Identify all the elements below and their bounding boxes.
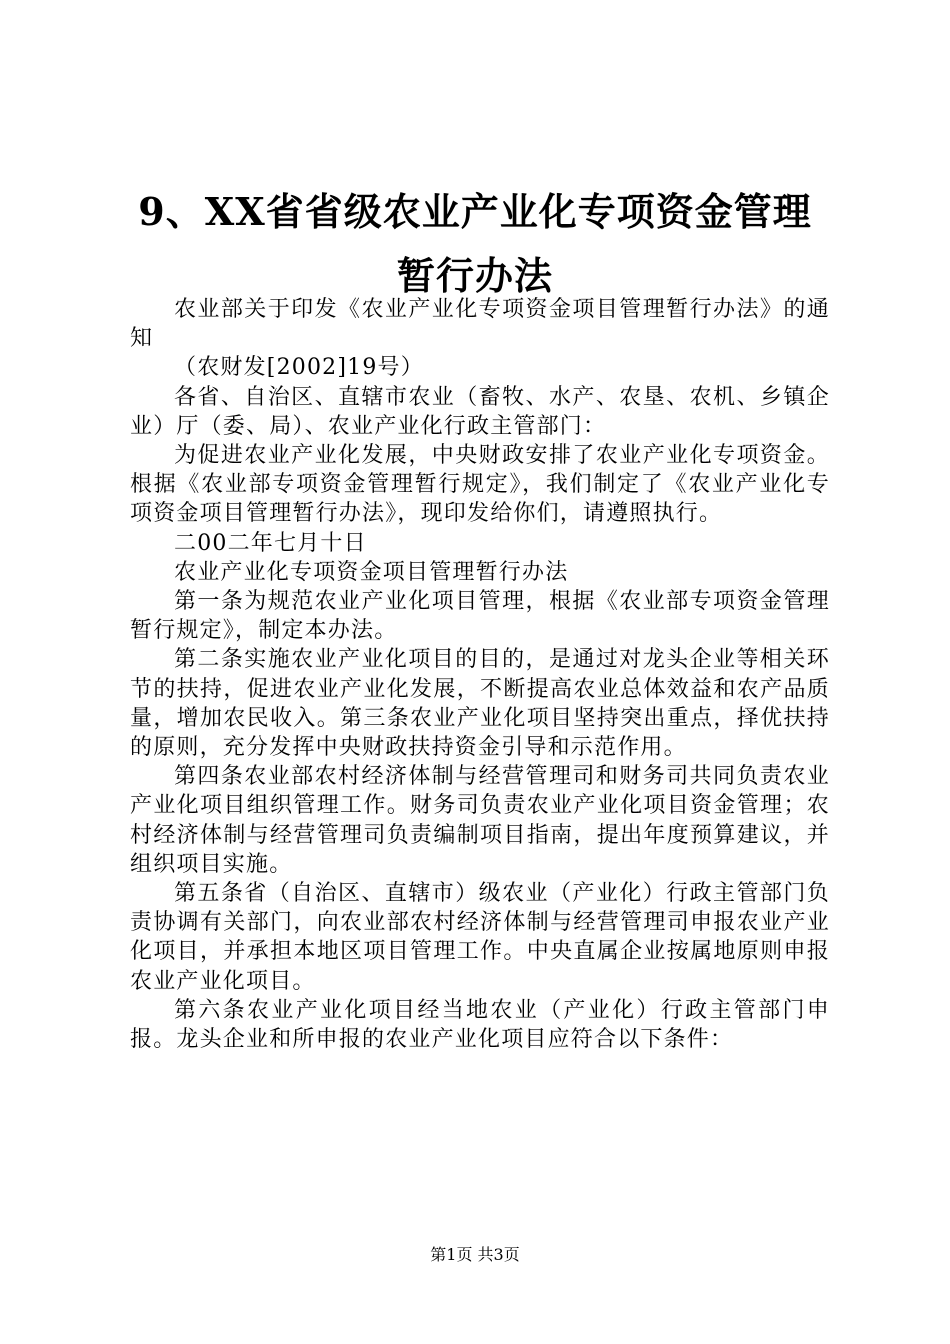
article-5: 第五条省（自治区、直辖市）级农业（产业化）行政主管部门负责协调有关部门，向农业部农村经济体制与经营管理司申报农业产业化项目，并承担本地区项目管理工作。中央直属企业按属地原则申报农业产业化项目。	[130, 881, 830, 994]
notice-heading: 农业部关于印发《农业产业化专项资金项目管理暂行办法》的通知	[130, 297, 830, 352]
document-title: 9、XX省省级农业产业化专项资金管理暂行办法	[138, 189, 812, 298]
recipients: 各省、自治区、直辖市农业（畜牧、水产、农垦、农机、乡镇企业）厅（委、局）、农业产业化行政主管部门：	[130, 384, 830, 439]
article-4: 第四条农业部农村经济体制与经营管理司和财务司共同负责农业产业化项目组织管理工作。财务司负责农业产业化项目资金管理；农村经济体制与经营管理司负责编制项目指南，提出年度预算建议，并组织项目实施。	[130, 764, 830, 877]
measures-title: 农业产业化专项资金项目管理暂行办法	[174, 559, 569, 585]
article-6: 第六条农业产业化项目经当地农业（产业化）行政主管部门申报。龙头企业和所申报的农业产业化项目应符合以下条件：	[130, 997, 830, 1053]
article-1: 第一条为规范农业产业化项目管理，根据《农业部专项资金管理暂行规定》，制定本办法。	[130, 589, 830, 644]
notice-date: 二00二年七月十日	[174, 530, 367, 556]
document-body	[130, 295, 830, 1054]
notice-body: 为促进农业产业化发展，中央财政安排了农业产业化专项资金。根据《农业部专项资金管理暂行规定》，我们制定了《农业产业化专项资金项目管理暂行办法》，现印发给你们，请遵照执行。	[130, 443, 830, 527]
page-footer: 第1页 共3页	[430, 1245, 520, 1264]
article-2-3: 第二条实施农业产业化项目的目的，是通过对龙头企业等相关环节的扶持，促进农业产业化发展，不断提高农业总体效益和农产品质量，增加农民收入。第三条农业产业化项目坚持突出重点，择优扶持的原则，充分发挥中央财政扶持资金引导和示范作用。	[130, 647, 830, 761]
document-number: （农财发[2002]19号）	[174, 355, 424, 381]
